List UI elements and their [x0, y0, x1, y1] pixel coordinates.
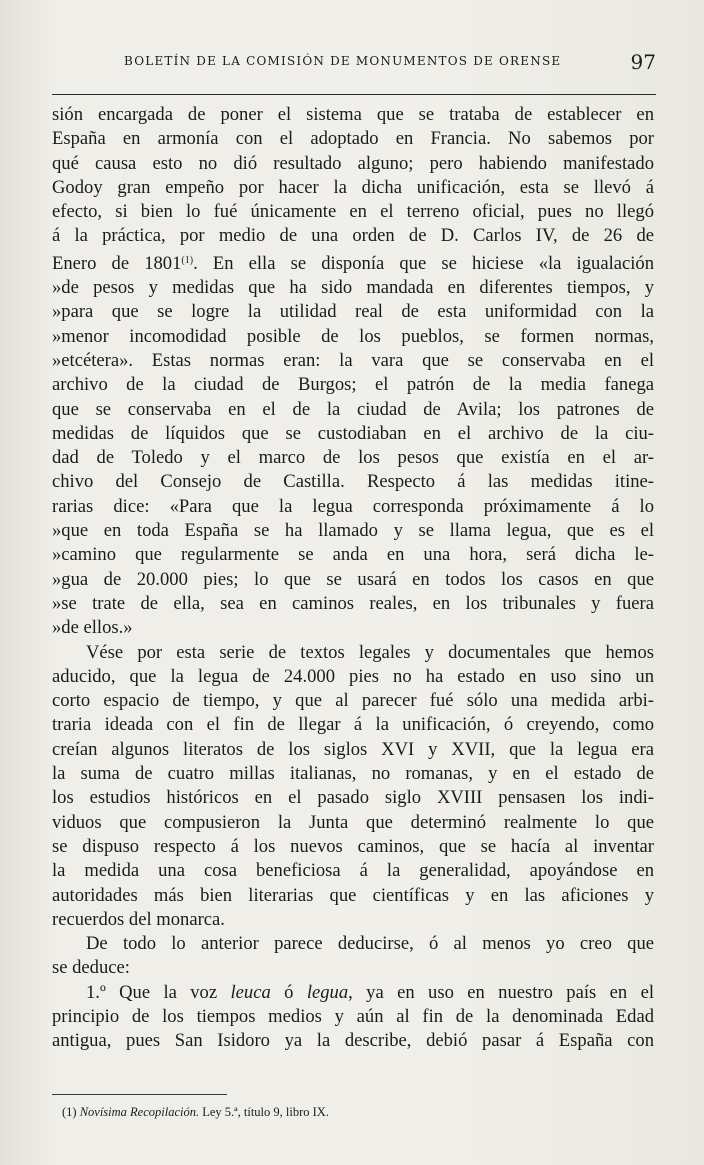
header-rule: [52, 94, 656, 95]
text-line: archivo de la ciudad de Burgos; el patrón de la media fanega: [52, 374, 654, 396]
text-line: viduos que compusieron la Junta que determinó realmente lo que: [52, 811, 654, 833]
footnote-marker: (1): [62, 1105, 77, 1119]
text-line: »de pesos y medidas que ha sido mandada en diferentes tiempos, y: [52, 277, 654, 299]
text-line: rarias dice: «Para que la legua corresponda próximamente á lo: [52, 495, 654, 517]
text-line: los estudios históricos en el pasado siglo XVIII pensasen los indi-: [52, 787, 654, 809]
text-line: sión encargada de poner el sistema que se trataba de establecer en: [52, 104, 654, 125]
text-line: Vése por esta serie de textos legales y documentales que hemos: [86, 641, 654, 663]
text-line: se deduce:: [52, 957, 130, 979]
italic-term: legua: [306, 981, 349, 1003]
text-line: »gua de 20.000 pies; lo que se usará en todos los casos en que: [52, 568, 654, 590]
text-line: dad de Toledo y el marco de los pesos que existía en el ar-: [52, 447, 654, 469]
text-line: medidas de líquidos que se custodiaban en el archivo de la ciu-: [52, 422, 654, 444]
text-line: á la práctica, por medio de una orden de D. Carlos IV, de 26 de: [52, 225, 654, 247]
text-line: efecto, si bien lo fué únicamente en el terreno oficial, pues no llegó: [52, 201, 654, 223]
text-line: De todo lo anterior parece deducirse, ó al menos yo creo que: [86, 933, 654, 955]
text-line: chivo del Consejo de Castilla. Respecto á las medidas itine-: [52, 471, 654, 493]
text-line: [52, 249, 654, 276]
text-line: »etcétera». Estas normas eran: la vara que se conservaba en el: [52, 349, 654, 371]
text-line: »camino que regularmente se anda en una hora, será dicha le-: [52, 544, 654, 566]
text-line: autoridades más bien literarias que científicas y en las aficiones y: [52, 884, 654, 906]
text-line: »para que se logre la utilidad real de esta uniformidad con la: [52, 301, 654, 323]
text-fragment: 1.º Que la voz: [86, 981, 231, 1003]
footnote-source: Novísima Recopilación.: [79, 1105, 200, 1119]
text-line: la medida una cosa beneficiosa á la generalidad, apoyándose en: [52, 860, 654, 882]
text-line: la suma de cuatro millas italianas, no romanas, y en el estado de: [52, 763, 654, 785]
footnote-text: Ley 5.ª, título 9, libro IX.: [199, 1105, 329, 1119]
text-line: antigua, pues San Isidoro ya la describe, debió pasar á España con: [52, 1030, 654, 1052]
page-number: 97: [630, 50, 656, 74]
text-line: »de ellos.»: [52, 617, 133, 639]
text-line: Godoy gran empeño por hacer la dicha unificación, esta se llevó á: [52, 176, 654, 198]
body-text: [52, 103, 654, 1054]
footnote-reference: (1): [181, 254, 194, 266]
text-line: se dispuso respecto á los nuevos caminos, que se hacía al inventar: [52, 835, 654, 857]
running-head: BOLETÍN DE LA COMISIÓN DE MONUMENTOS DE ORENSE: [124, 54, 562, 68]
text-fragment: , ya en uso en nuestro país en el: [348, 981, 654, 1003]
text-line: »se trate de ella, sea en caminos reales, en los tribunales y fuera: [52, 592, 654, 614]
text-line: creían algunos literatos de los siglos XVI y XVII, que la legua era: [52, 738, 654, 760]
text-line: España en armonía con el adoptado en Francia. No sabemos por: [52, 128, 654, 150]
text-line: »menor incomodidad posible de los pueblos, se formen normas,: [52, 325, 654, 347]
italic-term: leuca: [230, 981, 271, 1003]
text-fragment: ó: [270, 981, 307, 1003]
footnote: [62, 1105, 329, 1120]
text-fragment: . En ella se disponía que se hiciese «la igualación: [193, 252, 655, 274]
page-header: [52, 52, 656, 88]
text-line: principio de los tiempos medios y aún al fin de la denominada Edad: [52, 1005, 654, 1027]
text-line: »que en toda España se ha llamado y se llama legua, que es el: [52, 520, 654, 542]
text-line: traria ideada con el fin de llegar á la unificación, ó creyendo, como: [52, 714, 654, 736]
text-fragment: Enero de 1801: [52, 252, 182, 274]
text-line: corto espacio de tiempo, y que al parecer fué sólo una medida arbi-: [52, 690, 654, 712]
text-line: [52, 981, 654, 1005]
footnote-rule: [52, 1094, 227, 1095]
text-line: que se conservaba en el de la ciudad de Avila; los patrones de: [52, 398, 654, 420]
text-line: qué causa esto no dió resultado alguno; pero habiendo manifestado: [52, 152, 654, 174]
text-line: aducido, que la legua de 24.000 pies no ha estado en uso sino un: [52, 665, 654, 687]
text-line: recuerdos del monarca.: [52, 908, 225, 930]
